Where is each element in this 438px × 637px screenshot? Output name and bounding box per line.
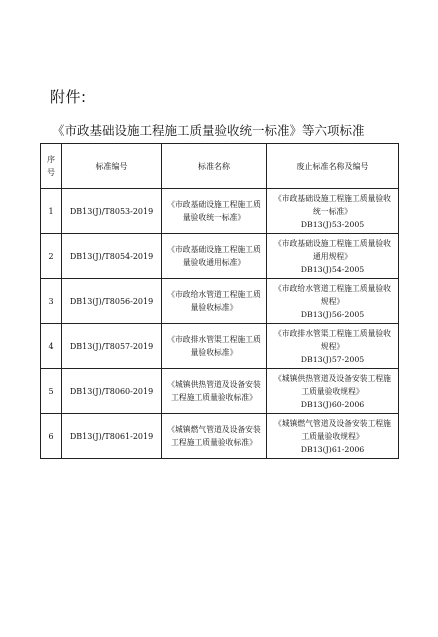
row-replaced [267, 414, 399, 459]
table-row [41, 324, 399, 369]
row-name [162, 189, 267, 234]
row-replaced-code: DB13(J)61-2006 [300, 444, 365, 454]
row-replaced-name: 《市政排水管渠工程施工质量验收规程》 [274, 328, 391, 351]
row-seq: 2 [41, 234, 62, 279]
row-replaced-code: DB13(J)53-2005 [300, 219, 365, 229]
row-name-text: 《市政给水管道工程施工质量验收标准》 [167, 290, 261, 312]
row-seq: 5 [41, 369, 62, 414]
document-title: 《市政基础设施工程施工质量验收统一标准》等六项标准 [52, 123, 365, 138]
header-name: 标准名称 [162, 144, 267, 189]
row-code: DB13(J)/T8060-2019 [62, 369, 162, 414]
row-replaced-name: 《城镇供热管道及设备安装工程施工质量验收规程》 [274, 373, 391, 396]
row-name [162, 279, 267, 324]
table-row [41, 369, 399, 414]
row-replaced-code: DB13(J)57-2005 [300, 354, 365, 364]
row-replaced-name: 《城镇燃气管道及设备安装工程施工质量验收规程》 [274, 418, 391, 441]
row-seq: 3 [41, 279, 62, 324]
row-code: DB13(J)/T8061-2019 [62, 414, 162, 459]
row-name [162, 234, 267, 279]
row-replaced [267, 324, 399, 369]
row-replaced [267, 279, 399, 324]
header-replaced: 废止标准名称及编号 [267, 144, 399, 189]
header-seq [41, 144, 62, 189]
row-name-text: 《城镇燃气管道及设备安装工程施工质量验收标准》 [167, 425, 261, 447]
row-code: DB13(J)/T8053-2019 [62, 189, 162, 234]
header-seq-bottom: 号 [47, 168, 55, 177]
row-replaced-name: 《市政给水管道工程施工质量验收规程》 [274, 283, 391, 306]
row-name-text: 《城镇供热管道及设备安装工程施工质量验收标准》 [167, 380, 261, 402]
row-name [162, 369, 267, 414]
header-seq-top: 序 [47, 155, 55, 164]
row-name-text: 《市政基础设施工程施工质量验收通用标准》 [167, 245, 261, 267]
table-row [41, 189, 399, 234]
row-seq: 4 [41, 324, 62, 369]
table-row [41, 414, 399, 459]
table-header-row [41, 144, 399, 189]
row-replaced-name: 《市政基础设施工程施工质量验收统一标准》 [274, 193, 391, 216]
row-code: DB13(J)/T8057-2019 [62, 324, 162, 369]
row-name-text: 《市政排水管渠工程施工质量验收标准》 [167, 335, 261, 357]
row-replaced [267, 189, 399, 234]
row-code: DB13(J)/T8056-2019 [62, 279, 162, 324]
attachment-label: 附件: [50, 88, 87, 106]
row-replaced [267, 369, 399, 414]
table-row [41, 234, 399, 279]
row-name [162, 414, 267, 459]
row-seq: 1 [41, 189, 62, 234]
standards-table [40, 143, 399, 459]
row-replaced [267, 234, 399, 279]
row-replaced-code: DB13(J)56-2005 [300, 309, 365, 319]
row-replaced-code: DB13(J)60-2006 [300, 399, 365, 409]
table-row [41, 279, 399, 324]
row-name-text: 《市政基础设施工程施工质量验收统一标准》 [167, 200, 261, 222]
header-code: 标准编号 [62, 144, 162, 189]
row-seq: 6 [41, 414, 62, 459]
row-replaced-name: 《市政基础设施工程施工质量验收通用规程》 [274, 238, 391, 261]
row-name [162, 324, 267, 369]
row-replaced-code: DB13(J)54-2005 [300, 264, 365, 274]
row-code: DB13(J)/T8054-2019 [62, 234, 162, 279]
